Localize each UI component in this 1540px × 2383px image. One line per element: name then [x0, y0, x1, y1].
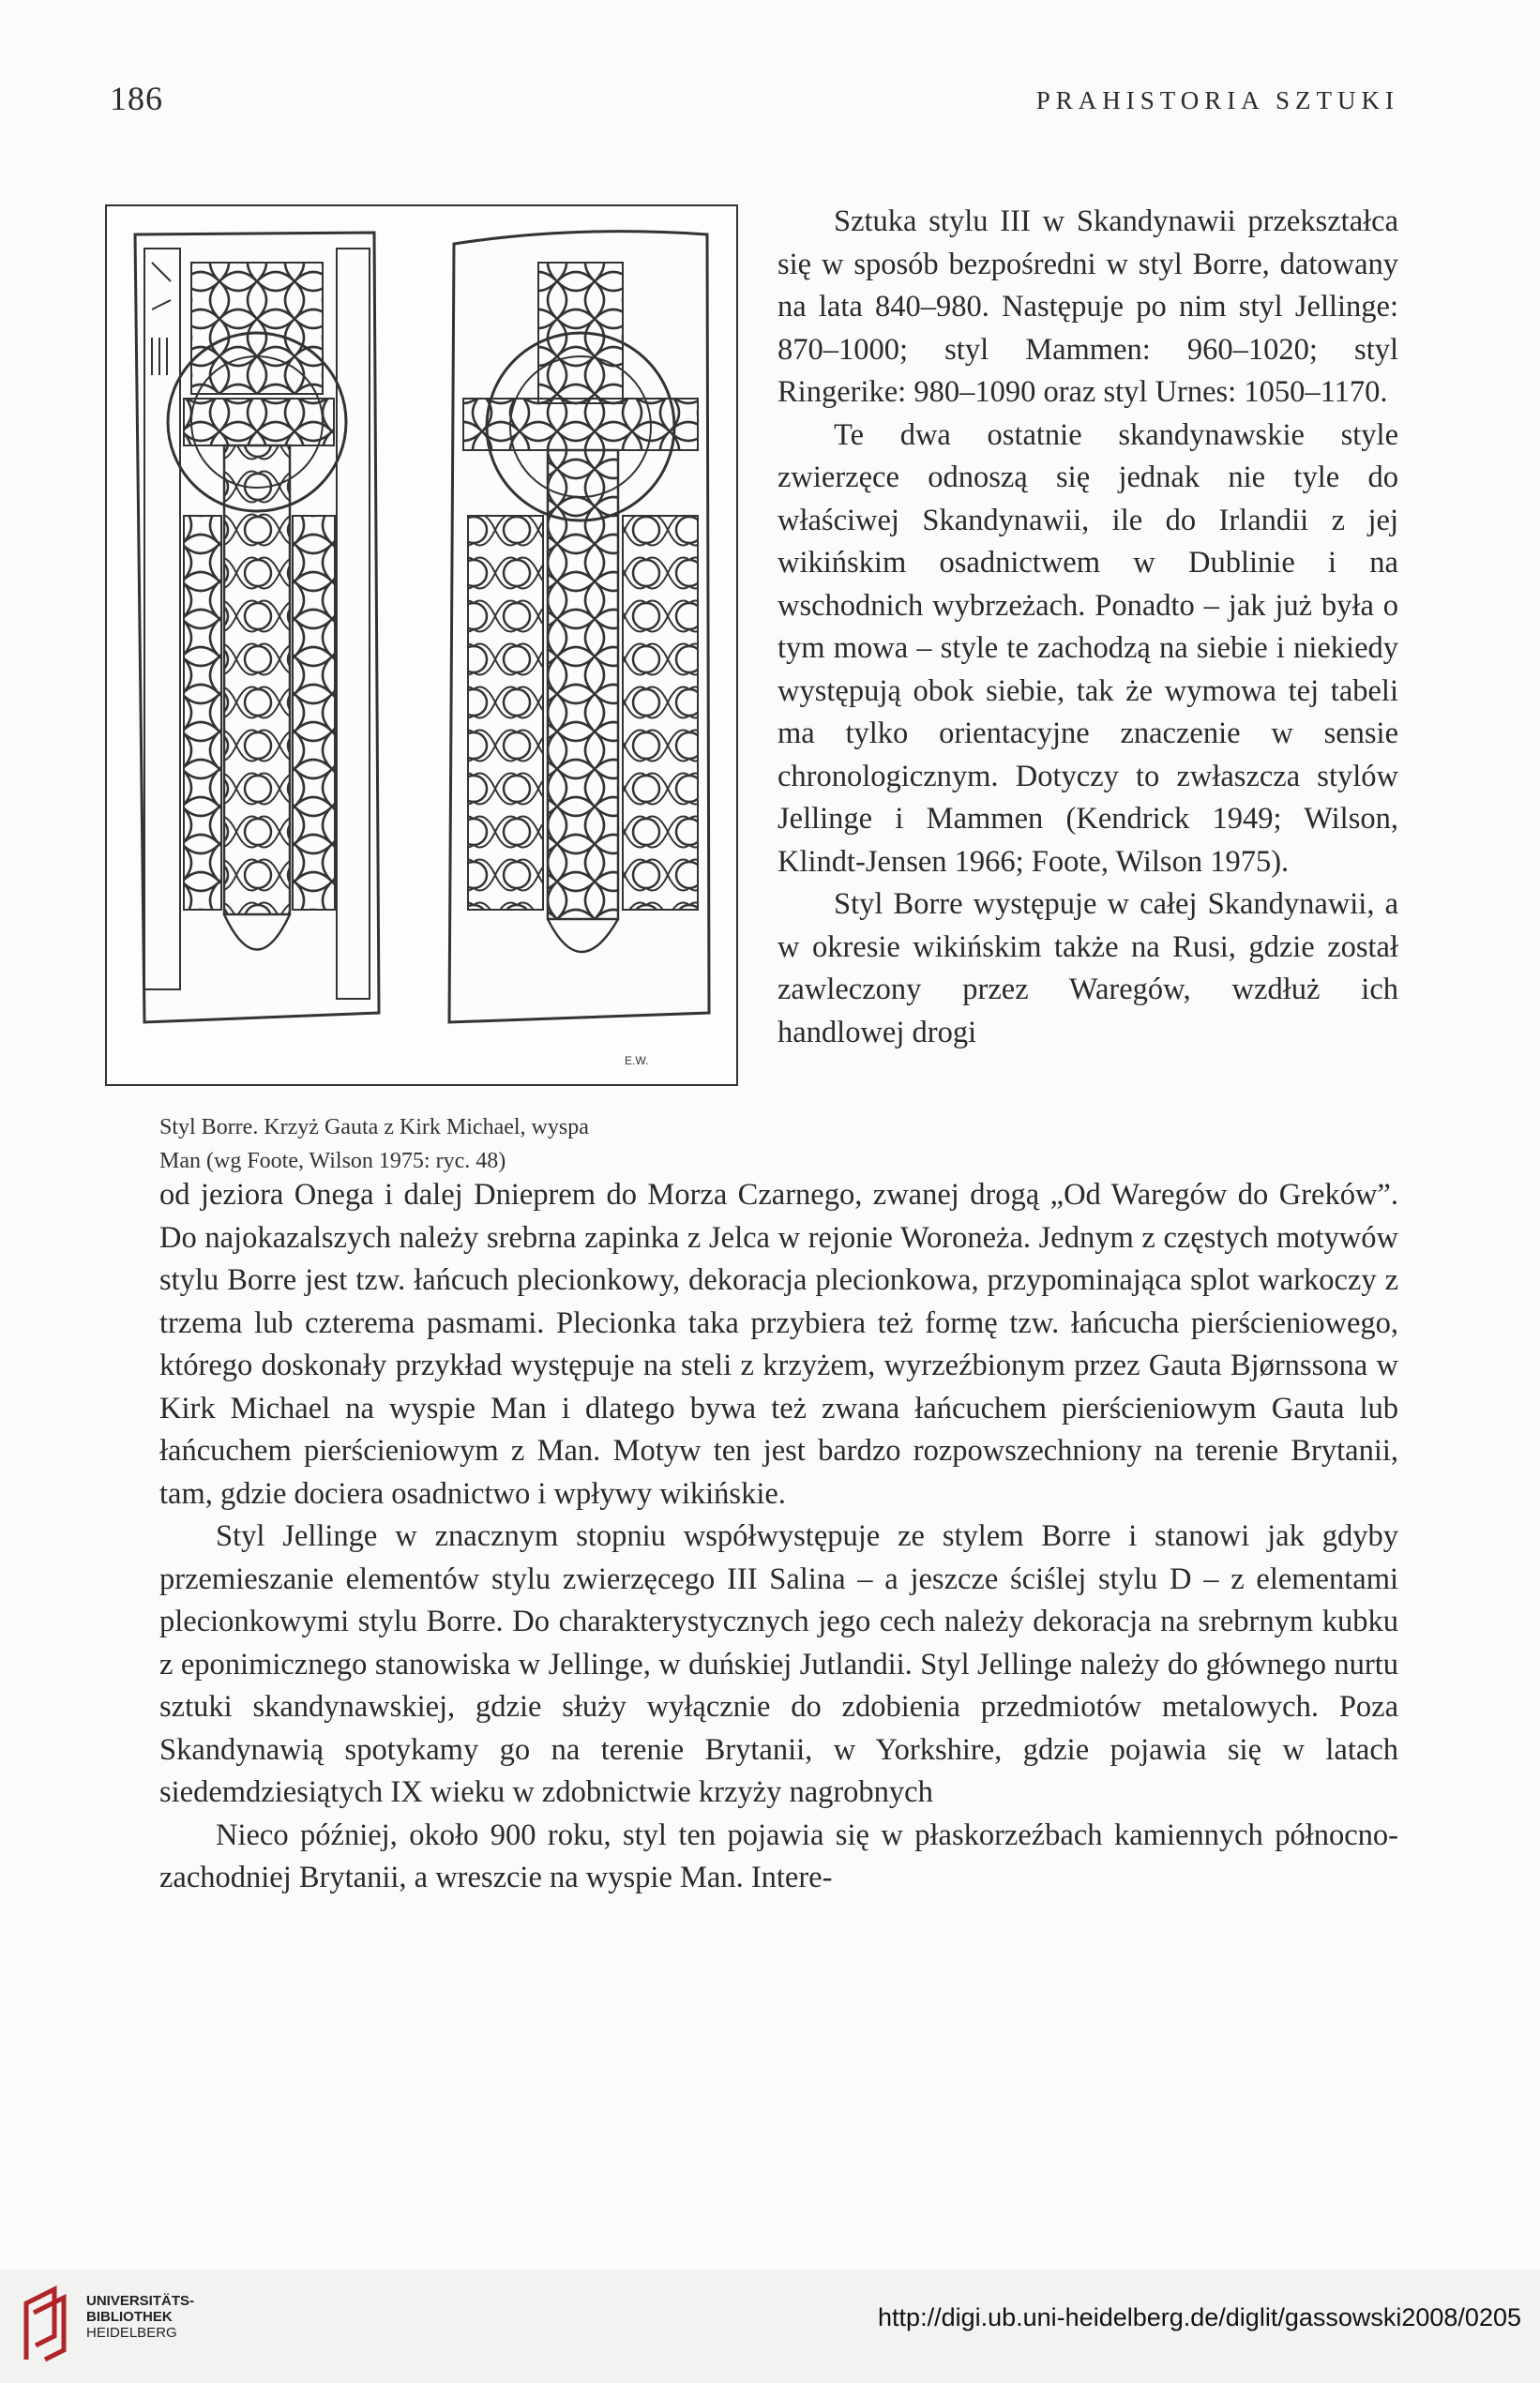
right-slab [449, 232, 709, 1067]
figure-caption [159, 1110, 760, 1178]
figure-cross-illustration [105, 204, 738, 1086]
paragraph-4: Styl Jellinge w znacznym stopniu współwystępuje ze stylem Borre i stanowi jak gdyby przemieszanie elementów stylu zwierzęcego III Salina – a jeszcze ściślej stylu D – z elementami plecionkowymi stylu Borre. Do charakterystycznych jego cech należy dekoracja na srebrnym kubku z eponimicznego stanowiska w Jellinge, w duńskiej Jutlandii. Styl Jellinge należy do głównego nurtu sztuki skandynawskiej, gdzie służy wyłącznie do zdobienia przedmiotów metalowych. Poza Skandynawią spotykamy go na terenie Brytanii, w Yorkshire, gdzie pojawia się w latach siedemdziesiątych IX wieku w zdobnictwie krzyży nagrobnych [159, 1519, 1398, 1809]
left-slab [135, 233, 379, 1022]
caption-line-2: Man (wg Foote, Wilson 1975: ryc. 48) [159, 1149, 506, 1173]
source-url-link[interactable]: http://digi.ub.uni-heidelberg.de/diglit/gassowski2008/0205 [878, 2303, 1521, 2331]
cross-slabs-drawing [107, 206, 736, 1084]
right-column-text [778, 201, 1398, 1054]
page-number: 186 [110, 80, 163, 117]
logo-line-1: UNIVERSITÄTS- [86, 2293, 195, 2309]
library-logo-text [86, 2293, 194, 2341]
running-title: PRAHISTORIA SZTUKI [1035, 86, 1399, 114]
paragraph-3-start: Styl Borre występuje w całej Skandynawii, a w okresie wikińskim także na Rusi, gdzie został zawleczony przez Waregów, wzdłuż ich handlowej drogi [778, 887, 1398, 1049]
paragraph-5: Nieco później, około 900 roku, styl ten pojawia się w płaskorzeźbach kamiennych północno-zachodniej Brytanii, a wreszcie na wyspie Man. Intere- [159, 1817, 1398, 1894]
paragraph-2: Te dwa ostatnie skandynawskie style zwierzęce odnoszą się jednak nie tyle do właściwej Skandynawii, ile do Irlandii z jej wikińskim osadnictwem w Dublinie i na wschodnich wybrzeżach. Ponadto – jak już była o tym mowa – style te zachodzą na siebie i niekiedy występują obok siebie, tak że wymowa tej tabeli ma tylko orientacyjne znaczenie w sensie chronologicznym. Dotyczy to zwłaszcza stylów Jellinge i Mammen (Kendrick 1949; Wilson, Klindt-Jensen 1966; Foote, Wilson 1975). [778, 417, 1398, 879]
paragraph-1: Sztuka stylu III w Skandynawii przekształca się w sposób bezpośredni w styl Borre, datowany na lata 840–980. Następuje po nim styl Jellinge: 870–1000; styl Mammen: 960–1020; styl Ringerike: 980–1090 oraz styl Urnes: 1050–1170. [778, 204, 1398, 409]
full-width-text [159, 1174, 1398, 1900]
illustrator-initials: E.W. [625, 1054, 649, 1067]
paragraph-3-continued: od jeziora Onega i dalej Dnieprem do Morza Czarnego, zwanej drogą „Od Waregów do Greków”. Do najokazalszych należy srebrna zapinka z Jelca w rejonie Woroneża. Jednym z częstych motywów stylu Borre jest tzw. łańcuch plecionkowy, dekoracja plecionkowa, przypominająca splot warkoczy z trzema lub czterema pasmami. Plecionka taka przybiera też formę tzw. łańcucha pierścieniowego, którego doskonały przykład występuje na steli z krzyżem, wyrzeźbionym przez Gauta Bjørnssona w Kirk Michael na wyspie Man i dlatego bywa też zwana łańcuchem pierścieniowym Gauta lub łańcuchem pierścieniowym z Man. Motyw ten jest bardzo rozpowszechniony na terenie Brytanii, tam, gdzie dociera osadnictwo i wpływy wikińskie. [159, 1178, 1398, 1511]
library-logo-icon [17, 2285, 79, 2369]
logo-line-2: BIBLIOTHEK [86, 2309, 173, 2325]
caption-line-1: Styl Borre. Krzyż Gauta z Kirk Michael, wyspa [159, 1115, 589, 1139]
logo-line-3: HEIDELBERG [86, 2325, 177, 2341]
